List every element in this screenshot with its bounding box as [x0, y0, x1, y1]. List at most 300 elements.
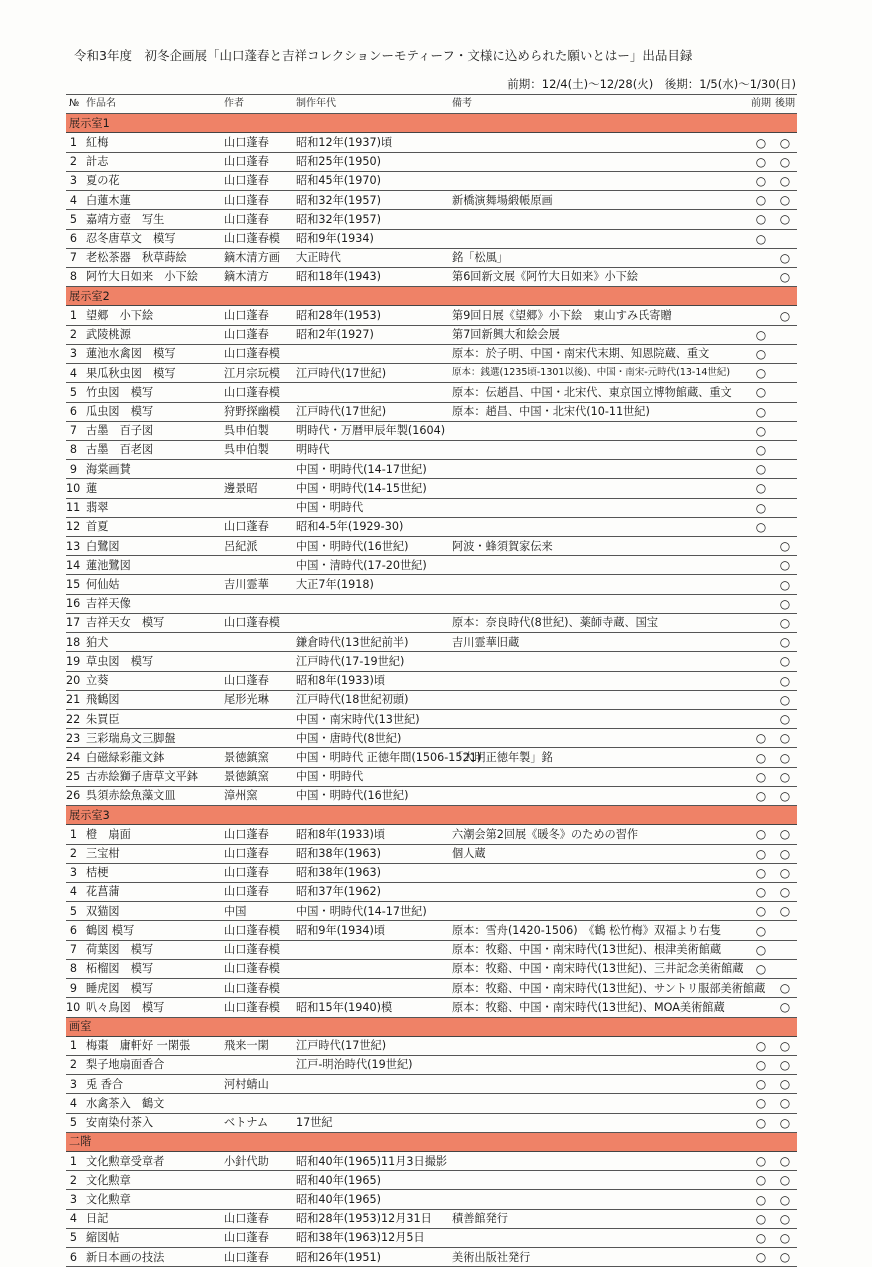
table-row — [66, 863, 797, 882]
item-title: 水禽茶入 鶴文 — [83, 1094, 221, 1113]
item-title: 瓜虫図 模写 — [83, 402, 221, 421]
item-number: 1 — [66, 1152, 83, 1171]
item-number: 9 — [66, 460, 83, 479]
item-number: 17 — [66, 613, 83, 632]
item-date: 江戸時代(17世紀) — [293, 364, 449, 383]
table-row — [66, 652, 797, 671]
item-number: 3 — [66, 344, 83, 363]
item-title: 望郷 小下絵 — [83, 306, 221, 325]
item-number: 8 — [66, 267, 83, 286]
item-title: 三彩瑞鳥文三脚盤 — [83, 729, 221, 748]
item-title: 何仙姑 — [83, 575, 221, 594]
item-date: 昭和38年(1963)12月5日 — [293, 1228, 449, 1247]
table-row — [66, 921, 797, 940]
header-note: 備考 — [449, 95, 749, 114]
item-note: 原本：趙昌、中国・北宋代(10-11世紀) — [449, 402, 749, 421]
late-period-mark: ○ — [773, 748, 797, 767]
table-row — [66, 402, 797, 421]
item-date: 昭和28年(1953) — [293, 306, 449, 325]
item-title: 草虫図 模写 — [83, 652, 221, 671]
item-number: 2 — [66, 325, 83, 344]
early-period-mark — [749, 556, 773, 575]
table-row — [66, 1209, 797, 1228]
item-note — [449, 152, 749, 171]
item-number: 7 — [66, 248, 83, 267]
item-number: 2 — [66, 844, 83, 863]
item-number: 14 — [66, 556, 83, 575]
item-note — [449, 786, 749, 805]
late-period-mark — [773, 421, 797, 440]
item-title: 首夏 — [83, 517, 221, 536]
item-note: 六潮会第2回展《暖冬》のための習作 — [449, 825, 749, 844]
item-title: 白磁緑彩龍文鉢 — [83, 748, 221, 767]
item-number: 10 — [66, 479, 83, 498]
item-title: 古墨 百老図 — [83, 440, 221, 459]
item-number: 1 — [66, 825, 83, 844]
table-row — [66, 421, 797, 440]
item-title: 呉須赤絵魚藻文皿 — [83, 786, 221, 805]
item-date — [293, 613, 449, 632]
item-title: 吉祥天像 — [83, 594, 221, 613]
late-period-mark: ○ — [773, 152, 797, 171]
early-period-mark: ○ — [749, 460, 773, 479]
late-period-mark: ○ — [773, 767, 797, 786]
item-artist: 山口蓬春 — [221, 517, 293, 536]
late-period-mark: ○ — [773, 1171, 797, 1190]
item-artist — [221, 498, 293, 517]
table-row — [66, 902, 797, 921]
table-row — [66, 498, 797, 517]
item-artist: 山口蓬春 — [221, 1209, 293, 1228]
early-period-mark — [749, 248, 773, 267]
item-title: 日記 — [83, 1209, 221, 1228]
late-period-mark: ○ — [773, 671, 797, 690]
item-number: 25 — [66, 767, 83, 786]
item-title: 竹虫図 模写 — [83, 383, 221, 402]
item-note — [449, 1171, 749, 1190]
item-note: 吉川霊華旧蔵 — [449, 633, 749, 652]
item-date: 昭和9年(1934) — [293, 229, 449, 248]
item-date: 昭和40年(1965) — [293, 1190, 449, 1209]
early-period-mark — [749, 594, 773, 613]
section-title: 展示室1 — [66, 114, 797, 133]
item-title: 老松茶器 秋草蒔絵 — [83, 248, 221, 267]
item-artist — [221, 1094, 293, 1113]
table-row — [66, 229, 797, 248]
item-date: 大正7年(1918) — [293, 575, 449, 594]
item-date: 昭和45年(1970) — [293, 171, 449, 190]
catalog-table-body — [66, 95, 797, 1267]
page-title: 令和3年度 初冬企画展「山口蓬春と吉祥コレクションーモティーフ・文様に込められた願いとはー」出品目録 — [74, 48, 693, 63]
table-row — [66, 210, 797, 229]
item-date: 中国・明時代(16世紀) — [293, 786, 449, 805]
item-artist: 呉申伯製 — [221, 421, 293, 440]
late-period-mark — [773, 402, 797, 421]
item-date: 昭和32年(1957) — [293, 191, 449, 210]
early-period-mark: ○ — [749, 517, 773, 536]
early-period-mark — [749, 690, 773, 709]
item-note — [449, 1152, 749, 1171]
item-number: 2 — [66, 1055, 83, 1074]
item-note — [449, 690, 749, 709]
table-row — [66, 729, 797, 748]
late-period-mark: ○ — [773, 248, 797, 267]
item-artist: 山口蓬春模 — [221, 979, 293, 998]
item-date: 江戸時代(17世紀) — [293, 402, 449, 421]
item-number: 4 — [66, 1209, 83, 1228]
item-number: 18 — [66, 633, 83, 652]
item-title: 縮図帖 — [83, 1228, 221, 1247]
late-period-mark: ○ — [773, 171, 797, 190]
late-period-mark — [773, 364, 797, 383]
item-title: 吉祥天女 模写 — [83, 613, 221, 632]
item-number: 7 — [66, 940, 83, 959]
section-title: 展示室2 — [66, 287, 797, 306]
table-row — [66, 575, 797, 594]
item-note — [449, 498, 749, 517]
late-period-mark: ○ — [773, 633, 797, 652]
item-date — [293, 594, 449, 613]
early-period-mark: ○ — [749, 479, 773, 498]
table-row — [66, 882, 797, 901]
item-date: 中国・明時代 正徳年間(1506-1521) — [293, 748, 449, 767]
item-title: 白鷺図 — [83, 537, 221, 556]
item-date: 昭和9年(1934)頃 — [293, 921, 449, 940]
item-number: 23 — [66, 729, 83, 748]
table-row — [66, 1171, 797, 1190]
item-artist: ベトナム — [221, 1113, 293, 1132]
late-period-mark: ○ — [773, 863, 797, 882]
item-date: 昭和32年(1957) — [293, 210, 449, 229]
table-row — [66, 940, 797, 959]
item-artist: 山口蓬春 — [221, 882, 293, 901]
item-title: 忍冬唐草文 模写 — [83, 229, 221, 248]
early-period-mark: ○ — [749, 383, 773, 402]
item-note: 阿波・蜂須賀家伝来 — [449, 537, 749, 556]
late-period-mark — [773, 325, 797, 344]
item-date: 江戸時代(18世紀初頭) — [293, 690, 449, 709]
item-note — [449, 594, 749, 613]
early-period-mark: ○ — [749, 1036, 773, 1055]
item-note: 積善館発行 — [449, 1209, 749, 1228]
item-artist — [221, 594, 293, 613]
item-number: 6 — [66, 1248, 83, 1267]
item-date — [293, 1075, 449, 1094]
item-number: 15 — [66, 575, 83, 594]
item-date: 昭和25年(1950) — [293, 152, 449, 171]
item-number: 16 — [66, 594, 83, 613]
item-number: 13 — [66, 537, 83, 556]
item-title: 双猫図 — [83, 902, 221, 921]
item-note: 原本：牧谿、中国・南宋時代(13世紀)、三井記念美術館蔵 — [449, 959, 749, 978]
item-artist: 山口蓬春 — [221, 191, 293, 210]
early-period-mark: ○ — [749, 498, 773, 517]
item-date: 昭和37年(1962) — [293, 882, 449, 901]
item-date: 昭和26年(1951) — [293, 1248, 449, 1267]
item-number: 5 — [66, 210, 83, 229]
table-row — [66, 1055, 797, 1074]
item-date — [293, 1094, 449, 1113]
late-period-mark: ○ — [773, 575, 797, 594]
item-title: 文化勲章 — [83, 1190, 221, 1209]
item-date: 昭和28年(1953)12月31日 — [293, 1209, 449, 1228]
early-period-mark: ○ — [749, 402, 773, 421]
header-no: № — [66, 95, 83, 114]
item-note — [449, 882, 749, 901]
item-date: 中国・明時代(14-15世紀) — [293, 479, 449, 498]
item-number: 3 — [66, 1190, 83, 1209]
item-number: 4 — [66, 191, 83, 210]
item-note: 新橋演舞場緞帳原画 — [449, 191, 749, 210]
item-date: 中国・明時代 — [293, 498, 449, 517]
section-title: 展示室3 — [66, 806, 797, 825]
item-date: 昭和38年(1963) — [293, 863, 449, 882]
late-period-mark: ○ — [773, 1190, 797, 1209]
item-artist: 飛来一閑 — [221, 1036, 293, 1055]
item-artist: 河村蜻山 — [221, 1075, 293, 1094]
late-period-mark — [773, 383, 797, 402]
item-note: 美術出版社発行 — [449, 1248, 749, 1267]
table-row — [66, 460, 797, 479]
item-date — [293, 344, 449, 363]
late-period-mark — [773, 921, 797, 940]
item-title: 新日本画の技法 — [83, 1248, 221, 1267]
item-artist: 狩野探幽模 — [221, 402, 293, 421]
table-row — [66, 710, 797, 729]
item-number: 24 — [66, 748, 83, 767]
item-note — [449, 171, 749, 190]
early-period-mark: ○ — [749, 1094, 773, 1113]
item-artist — [221, 1055, 293, 1074]
section-header-row — [66, 1132, 797, 1151]
item-artist: 呂紀派 — [221, 537, 293, 556]
item-artist — [221, 710, 293, 729]
late-period-mark: ○ — [773, 1248, 797, 1267]
early-period-mark — [749, 998, 773, 1017]
table-row — [66, 959, 797, 978]
item-date: 昭和38年(1963) — [293, 844, 449, 863]
early-period-mark — [749, 671, 773, 690]
table-row — [66, 344, 797, 363]
late-period-mark: ○ — [773, 191, 797, 210]
header-name: 作品名 — [83, 95, 221, 114]
item-date: 昭和40年(1965)11月3日撮影 — [293, 1152, 449, 1171]
item-title: 飛鶴図 — [83, 690, 221, 709]
item-date: 江戸時代(17-19世紀) — [293, 652, 449, 671]
item-number: 1 — [66, 306, 83, 325]
late-period-mark: ○ — [773, 729, 797, 748]
early-period-mark: ○ — [749, 1152, 773, 1171]
item-artist: 山口蓬春 — [221, 325, 293, 344]
item-title: 花菖蒲 — [83, 882, 221, 901]
early-period-mark: ○ — [749, 1171, 773, 1190]
item-note — [449, 210, 749, 229]
table-header-row — [66, 95, 797, 114]
late-period-mark: ○ — [773, 267, 797, 286]
table-row — [66, 383, 797, 402]
item-number: 26 — [66, 786, 83, 805]
item-note: 原本：雪舟(1420-1506) 《鶴 松竹梅》双福より右隻 — [449, 921, 749, 940]
item-date: 昭和4-5年(1929-30) — [293, 517, 449, 536]
item-title: 翡翠 — [83, 498, 221, 517]
item-artist: 中国 — [221, 902, 293, 921]
early-period-mark: ○ — [749, 133, 773, 152]
table-row — [66, 325, 797, 344]
item-note — [449, 421, 749, 440]
item-number: 4 — [66, 1094, 83, 1113]
item-artist: 山口蓬春 — [221, 306, 293, 325]
item-note — [449, 479, 749, 498]
item-date: 中国・明時代 — [293, 767, 449, 786]
section-title: 画室 — [66, 1017, 797, 1036]
section-header-row — [66, 114, 797, 133]
table-row — [66, 479, 797, 498]
item-title: 梅棗 庸軒好 一閑張 — [83, 1036, 221, 1055]
table-row — [66, 786, 797, 805]
item-date: 昭和8年(1933)頃 — [293, 825, 449, 844]
item-artist — [221, 1190, 293, 1209]
item-number: 5 — [66, 902, 83, 921]
item-number: 3 — [66, 171, 83, 190]
item-artist — [221, 729, 293, 748]
early-period-mark: ○ — [749, 210, 773, 229]
item-number: 22 — [66, 710, 83, 729]
item-note — [449, 652, 749, 671]
late-period-mark: ○ — [773, 537, 797, 556]
late-period-mark — [773, 517, 797, 536]
item-artist: 鏑木清方画 — [221, 248, 293, 267]
item-artist: 山口蓬春模 — [221, 940, 293, 959]
item-artist: 漳州窯 — [221, 786, 293, 805]
early-period-mark: ○ — [749, 882, 773, 901]
item-artist: 山口蓬春 — [221, 1248, 293, 1267]
item-date: 中国・南宋時代(13世紀) — [293, 710, 449, 729]
item-note — [449, 1036, 749, 1055]
item-title: 睡虎図 模写 — [83, 979, 221, 998]
item-artist: 山口蓬春 — [221, 133, 293, 152]
item-number: 3 — [66, 863, 83, 882]
late-period-mark — [773, 229, 797, 248]
table-row — [66, 1094, 797, 1113]
item-artist: 山口蓬春 — [221, 825, 293, 844]
early-period-mark: ○ — [749, 171, 773, 190]
item-artist: 景徳鎮窯 — [221, 748, 293, 767]
late-period-mark: ○ — [773, 613, 797, 632]
table-row — [66, 633, 797, 652]
item-date: 中国・清時代(17-20世紀) — [293, 556, 449, 575]
late-period-mark: ○ — [773, 1055, 797, 1074]
early-period-mark: ○ — [749, 440, 773, 459]
catalog-table — [66, 94, 797, 1267]
early-period-mark: ○ — [749, 902, 773, 921]
item-note — [449, 556, 749, 575]
item-title: 文化勲章 — [83, 1171, 221, 1190]
late-period-mark: ○ — [773, 306, 797, 325]
table-row — [66, 613, 797, 632]
item-date: 江戸-明治時代(19世紀) — [293, 1055, 449, 1074]
late-period-mark: ○ — [773, 652, 797, 671]
early-period-mark: ○ — [749, 364, 773, 383]
item-number: 1 — [66, 1036, 83, 1055]
item-artist: 江月宗玩模 — [221, 364, 293, 383]
item-title: 梨子地扇面香合 — [83, 1055, 221, 1074]
item-note — [449, 440, 749, 459]
item-title: 文化勲章受章者 — [83, 1152, 221, 1171]
late-period-mark: ○ — [773, 825, 797, 844]
table-row — [66, 979, 797, 998]
item-artist: 山口蓬春 — [221, 844, 293, 863]
item-note — [449, 1055, 749, 1074]
table-row — [66, 594, 797, 613]
item-note: 原本：伝趙昌、中国・北宋代、東京国立博物館蔵、重文 — [449, 383, 749, 402]
late-period-mark: ○ — [773, 844, 797, 863]
item-date: 江戸時代(17世紀) — [293, 1036, 449, 1055]
late-period-mark: ○ — [773, 1209, 797, 1228]
item-note: 個人蔵 — [449, 844, 749, 863]
item-number: 4 — [66, 364, 83, 383]
table-row — [66, 998, 797, 1017]
late-period-mark — [773, 440, 797, 459]
item-note — [449, 1190, 749, 1209]
early-period-mark: ○ — [749, 1055, 773, 1074]
item-title: 海棠画賛 — [83, 460, 221, 479]
item-number: 5 — [66, 383, 83, 402]
item-number: 5 — [66, 1113, 83, 1132]
item-date — [293, 383, 449, 402]
item-title: 古墨 百子図 — [83, 421, 221, 440]
early-period-mark: ○ — [749, 344, 773, 363]
late-period-mark: ○ — [773, 710, 797, 729]
item-note — [449, 767, 749, 786]
table-row — [66, 671, 797, 690]
late-period-mark: ○ — [773, 1228, 797, 1247]
late-period-mark: ○ — [773, 133, 797, 152]
early-period-mark: ○ — [749, 191, 773, 210]
late-period-mark: ○ — [773, 556, 797, 575]
early-period-mark: ○ — [749, 421, 773, 440]
item-title: 夏の花 — [83, 171, 221, 190]
table-row — [66, 1228, 797, 1247]
late-period-mark — [773, 940, 797, 959]
header-artist: 作者 — [221, 95, 293, 114]
item-note: 原本：銭選(1235頃-1301以後)、中国・南宋-元時代(13-14世紀) — [449, 364, 749, 383]
early-period-mark: ○ — [749, 1248, 773, 1267]
table-row — [66, 1113, 797, 1132]
early-period-mark: ○ — [749, 1113, 773, 1132]
item-number: 10 — [66, 998, 83, 1017]
item-note — [449, 229, 749, 248]
late-period-mark: ○ — [773, 690, 797, 709]
item-title: 橙 扇面 — [83, 825, 221, 844]
item-date: 中国・明時代(14-17世紀) — [293, 460, 449, 479]
item-date: 明時代・万暦甲辰年製(1604) — [293, 421, 449, 440]
table-row — [66, 248, 797, 267]
table-row — [66, 364, 797, 383]
item-note: 第7回新興大和絵会展 — [449, 325, 749, 344]
item-number: 2 — [66, 1171, 83, 1190]
early-period-mark — [749, 633, 773, 652]
early-period-mark: ○ — [749, 325, 773, 344]
item-note: 原本：奈良時代(8世紀)、薬師寺蔵、国宝 — [449, 613, 749, 632]
late-period-mark: ○ — [773, 594, 797, 613]
item-artist: 吉川霊華 — [221, 575, 293, 594]
table-row — [66, 537, 797, 556]
item-title: 計志 — [83, 152, 221, 171]
table-row — [66, 825, 797, 844]
item-artist: 山口蓬春模 — [221, 998, 293, 1017]
header-early: 前期 — [749, 95, 773, 114]
item-note — [449, 710, 749, 729]
